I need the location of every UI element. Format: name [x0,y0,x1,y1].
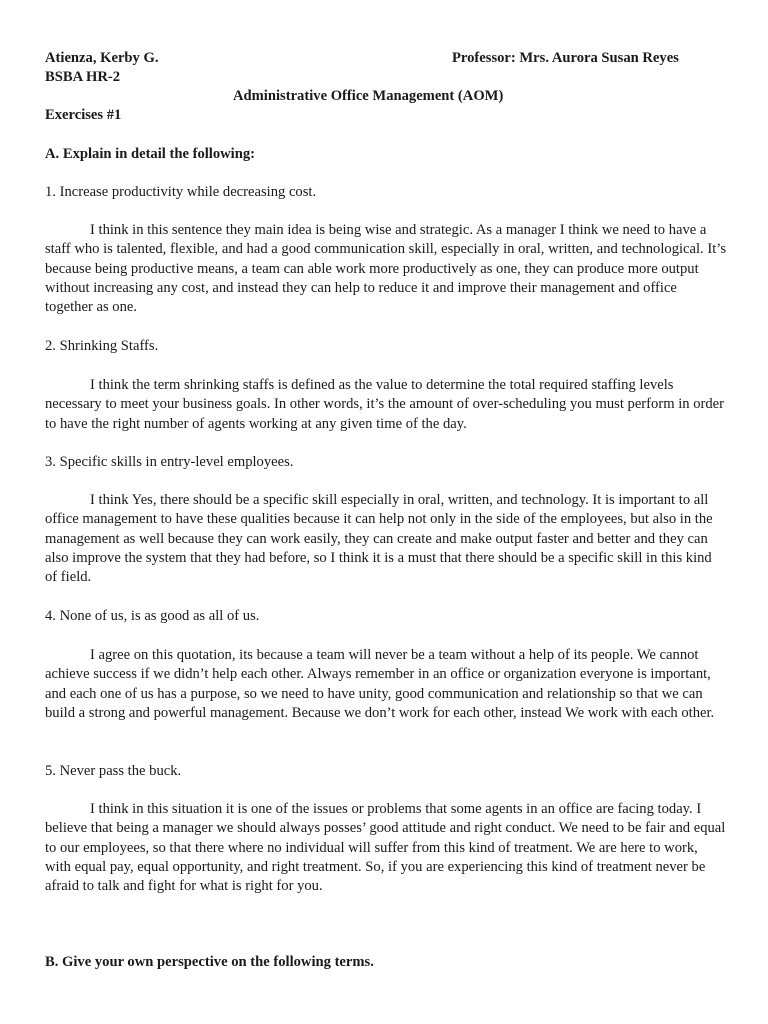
answer-4: I agree on this quotation, its because a team will never be a team without a help of its people. We cannot achieve success if we didn’t help each other. Always remember in an office or organization everyone is important, and each one of us has a purpose, so we need to have unity, good communication and relationship so that we can build a strong and powerful management. Because we don’t work for each other, instead We work with each other. [45,647,715,722]
part-a-heading: A. Explain in detail the following: [45,146,256,162]
answer-5: I think in this situation it is one of the issues or problems that some agents in an office are facing today. I believe that being a manager we should always posses’ good attitude and right conduct. We need to be fair and equal to our employees, so that there where no individual will suffer from this kind of treatment. We are here to work, with equal pay, equal opportunity, and right treatment. So, if you are experiencing this kind of treatment never be afraid to talk and fight for what is right for you. [45,801,726,895]
question-5: 5. Never pass the buck. [45,763,182,779]
answer-1: I think in this sentence they main idea is being wise and strategic. As a manager I think we need to have a staff who is talented, flexible, and had a good communication skill, especially in oral, written, and technological. It’s because being productive means, a team can able work more productively as one, they can produce more output without increasing any cost, and instead they can help to reduce it and improve their management and office together as one. [45,222,726,316]
student-name: Atienza, Kerby G. [45,50,159,66]
question-2: 2. Shrinking Staffs. [45,338,159,354]
exercise-label: Exercises #1 [45,107,122,123]
part-b-heading: B. Give your own perspective on the following terms. [45,954,374,970]
question-3: 3. Specific skills in entry-level employees. [45,454,294,470]
course-title: Administrative Office Management (AOM) [233,88,504,104]
answer-3: I think Yes, there should be a specific skill especially in oral, written, and technology. It is important to all office management to have these qualities because it can help not only in the side of the employees, but also in the management as well because they can work easily, they can create and make output faster and better and they can also improve the system that they had before, so I think it is a must that there should be a specific skill in this kind of field. [45,492,713,586]
student-section: BSBA HR-2 [45,69,121,85]
professor-name: Professor: Mrs. Aurora Susan Reyes [452,50,679,66]
question-4: 4. None of us, is as good as all of us. [45,608,260,624]
answer-2: I think the term shrinking staffs is defined as the value to determine the total required staffing levels necessary to meet your business goals. In other words, it’s the amount of over-scheduling you must perform in order to have the right number of agents working at any given time of the day. [45,377,724,432]
question-1: 1. Increase productivity while decreasing cost. [45,184,317,200]
